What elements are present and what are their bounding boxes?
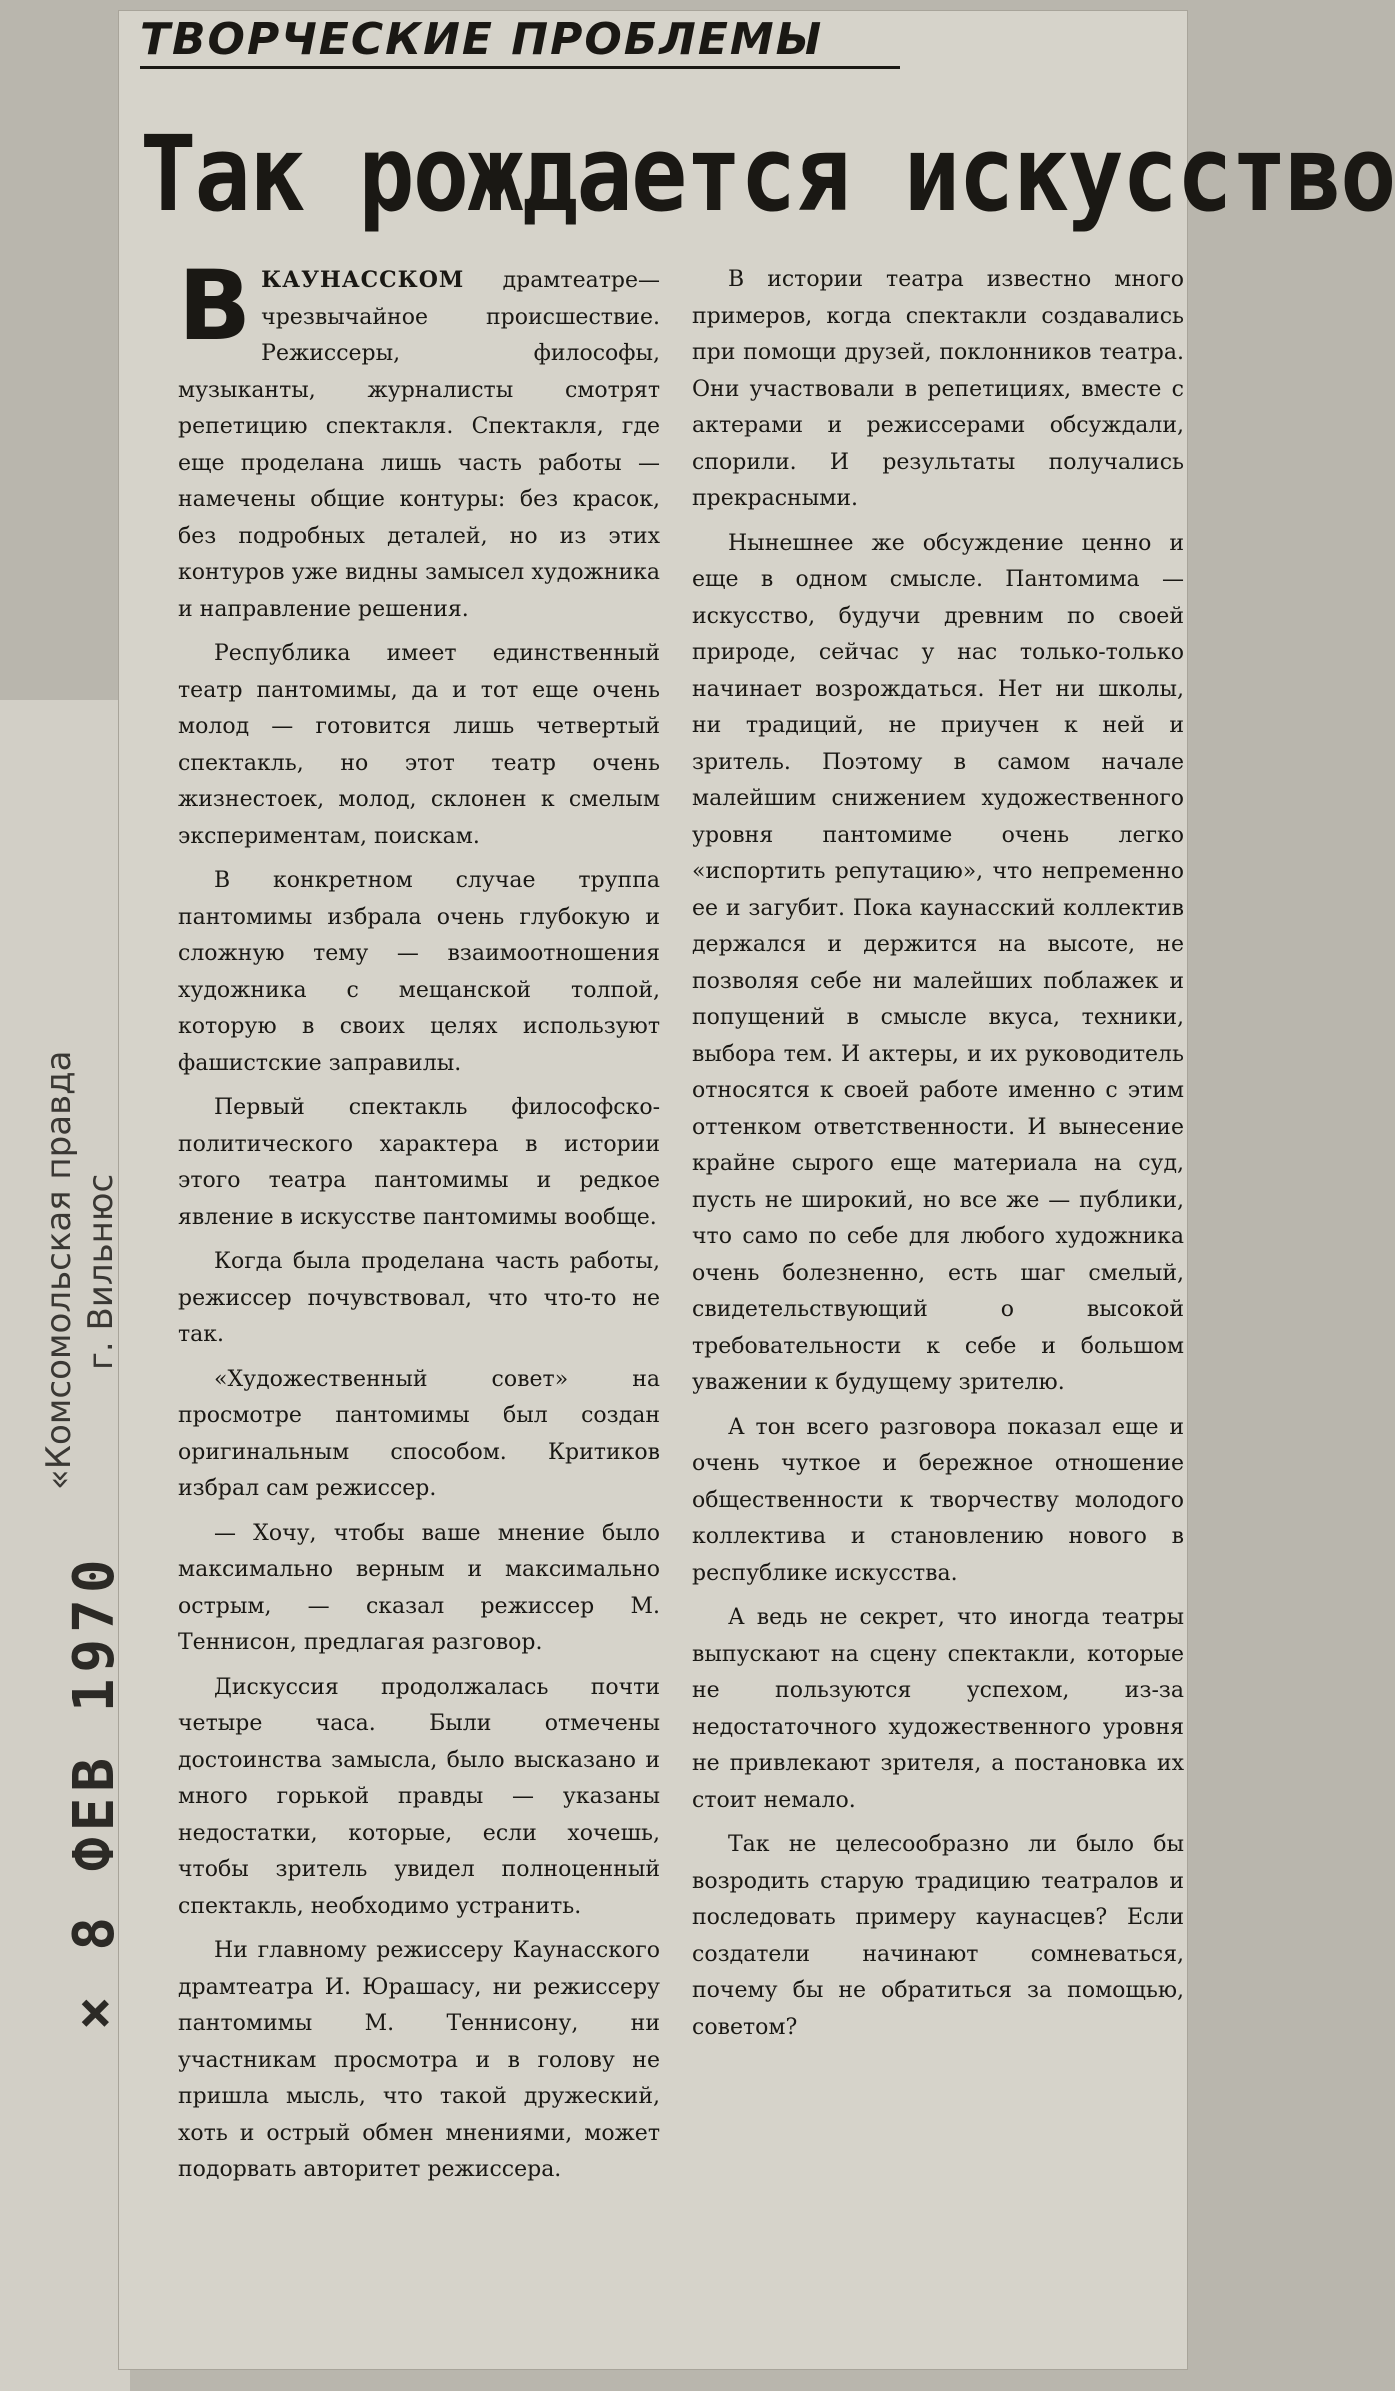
date-stamp-text: × 8 ФЕВ 1970 — [62, 1553, 127, 2030]
paragraph: «Художественный совет» на просмотре пантомимы был создан оригинальным способом. Критиков избрал сам режиссер. — [178, 1366, 660, 1501]
paragraph: Дискуссия продолжалась почти четыре часа. Были отмечены достоинства замысла, было высказано и много горькой правды — указаны недостатки, которые, если хочешь, чтобы зритель увидел полноценный спектакль, необходимо устранить. — [178, 1674, 660, 1919]
paragraph: А ведь не секрет, что иногда театры выпускают на сцену спектакли, которые не пользуются успехом, из-за недостаточного художественного уровня не привлекают зрителя, а постановка их стоит немало. — [692, 1605, 1184, 1813]
paragraph: Ни главному режиссеру Каунасского драмтеатра И. Юрашасу, ни режиссеру пантомимы М. Теннисону, ни участникам просмотра и в голову не пришла мысль, что такой дружеский, хоть и острый обмен мнениями, может подорвать авторитет режиссера. — [178, 1938, 660, 2182]
paragraph: Республика имеет единственный театр пантомимы, да и тот еще очень молод — готовится лишь четвертый спектакль, но этот театр очень жизнестоек, молод, склонен к смелым экспериментам, поискам. — [178, 641, 660, 849]
paragraph: — Хочу, чтобы ваше мнение было максимально верным и максимально острым, — сказал режиссер М. Теннисон, предлагая разговор. — [178, 1520, 660, 1655]
article-column-left — [178, 250, 660, 2197]
paragraph: В конкретном случае труппа пантомимы избрала очень глубокую и сложную тему — взаимоотношения художника с мещанской толпой, которую в своих целях используют фашистские заправилы. — [178, 868, 660, 1076]
stamp-line-city: г. Вильнюс — [81, 1173, 121, 1370]
drop-cap: В — [178, 250, 252, 362]
paragraph-text: драмтеатре—чрезвычайное происшествие. Режиссеры, философы, музыканты, журналисты смотрят репетицию спектакля. Спектакля, где еще проделана лишь часть работы —намечены общие контуры: без красок, без подробных деталей, но из этих контуров уже видны замысел художника и направление решения. — [178, 268, 660, 622]
paragraph: Нынешнее же обсуждение ценно и еще в одном смысле. Пантомима — искусство, будучи древним по своей природе, сейчас у нас только-только начинает возрождаться. Нет ни школы, ни традиций, не приучен к ней и зритель. Поэтому в самом начале малейшим снижением художественного уровня пантомиме очень легко «испортить репутацию», что непременно ее и загубит. Пока каунасский коллектив держался и держится на высоте, не позволяя себе ни малейших поблажек и попущений в смысле вкуса, техники, выбора тем. И актеры, и их руководитель относятся к своей работе именно с этим оттенком ответственности. И вынесение крайне сырого еще материала на суд, пусть не широкий, но все же — публики, что само по себе для любого художника очень болезненно, есть шаг смелый, свидетельствующий о высокой требовательности к себе и большом уважении к будущему зрителю. — [692, 530, 1184, 1395]
source-stamp — [38, 730, 128, 1490]
paragraph: В истории театра известно много примеров, когда спектакли создавались при помощи друзей, поклонников театра. Они участвовали в репетициях, вместе с актерами и режиссерами обсуждали, спорили. И результаты получались прекрасными. — [692, 267, 1184, 511]
date-stamp — [62, 1553, 142, 2030]
section-rubric: ТВОРЧЕСКИЕ ПРОБЛЕМЫ — [140, 18, 900, 69]
article-headline: Так рождается искусство — [140, 113, 1395, 235]
stamp-line-newspaper: «Комсомольская правда — [39, 1050, 79, 1490]
paragraph: Так не целесообразно ли было бы возродить старую традицию театралов и последовать примеру каунасцев? Если создатели начинают сомневаться, почему бы не обратиться за помощью, советом? — [692, 1832, 1184, 2040]
article-column-right — [692, 262, 1184, 2054]
lead-caps: КАУНАССКОМ — [261, 267, 465, 293]
paragraph — [178, 250, 660, 628]
paragraph: Первый спектакль философско-политического характера в истории этого театра пантомимы и редкое явление в искусстве пантомимы вообще. — [178, 1095, 660, 1230]
paragraph: А тон всего разговора показал еще и очень чуткое и бережное отношение общественности к творчеству молодого коллектива и становлению нового в республике искусства. — [692, 1414, 1184, 1586]
paragraph: Когда была проделана часть работы, режиссер почувствовал, что что-то не так. — [178, 1249, 660, 1347]
